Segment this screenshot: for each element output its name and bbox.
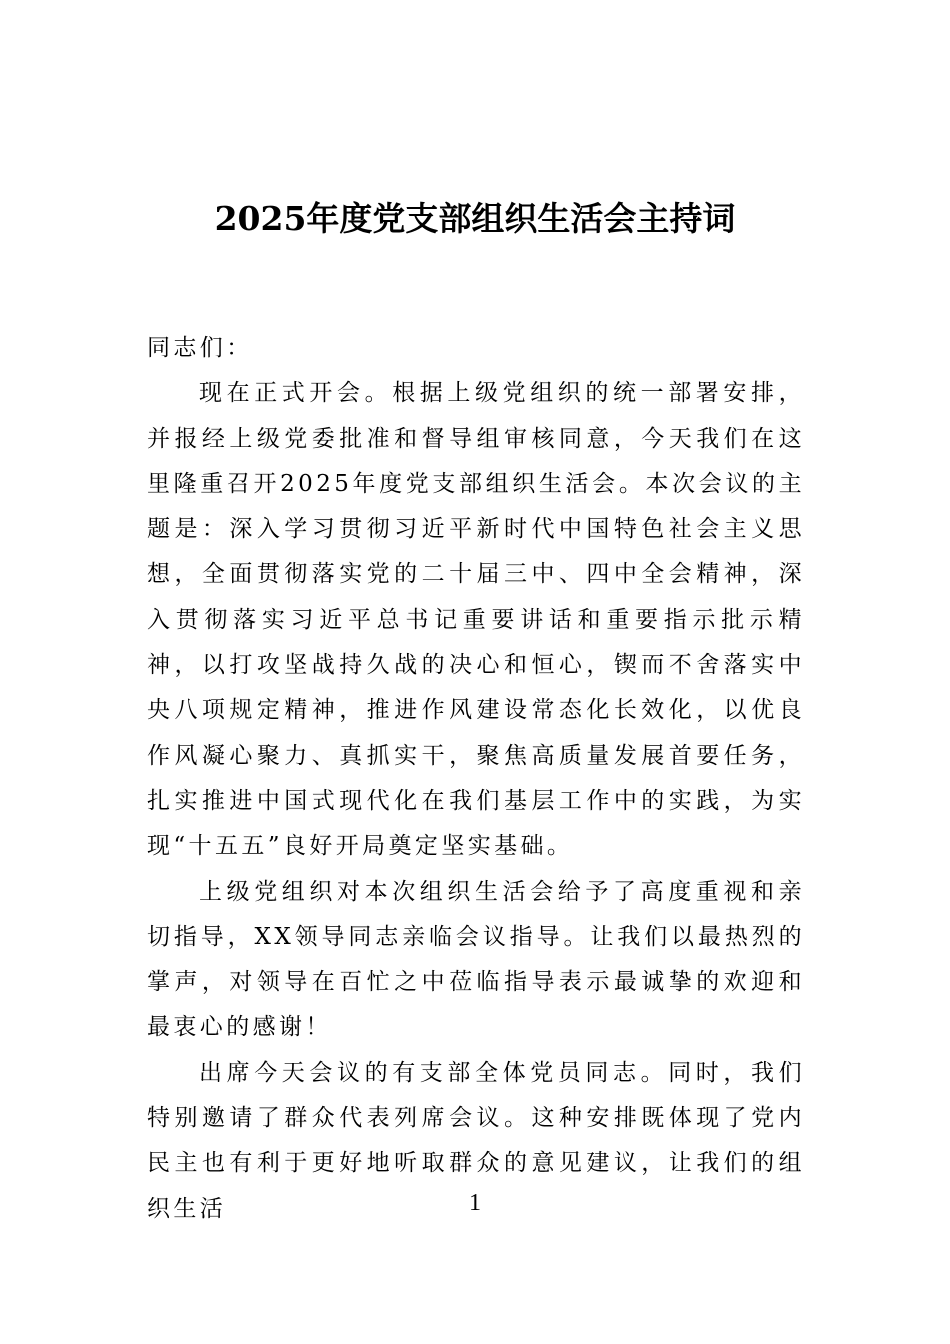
paragraph-opening: 现在正式开会。根据上级党组织的统一部署安排，并报经上级党委批准和督导组审核同意，今天我们在这里隆重召开2025年度党支部组织生活会。本次会议的主题是：深入学习贯彻习近平新时代中国特色社会主义思想，全面贯彻落实党的二十届三中、四中全会精神，深入贯彻落实习近平总书记重要讲话和重要指示批示精神，以打攻坚战持久战的决心和恒心，锲而不舍落实中央八项规定精神，推进作风建设常态化长效化，以优良作风凝心聚力、真抓实干，聚焦高质量发展首要任务，扎实推进中国式现代化在我们基层工作中的实践，为实现“十五五”良好开局奠定坚实基础。 xyxy=(147,380,805,860)
salutation: 同志们： xyxy=(147,335,253,361)
document-body xyxy=(147,326,805,1232)
paragraph-attendance: 出席今天会议的有支部全体党员同志。同时，我们特别邀请了群众代表列席会议。这种安排既体现了党内民主也有利于更好地听取群众的意见建议，让我们的组织生活 xyxy=(147,1059,805,1222)
paragraph-guidance: 上级党组织对本次组织生活会给予了高度重视和亲切指导，XX领导同志亲临会议指导。让我们以最热烈的掌声，对领导在百忙之中莅临指导表示最诚挚的欢迎和最衷心的感谢！ xyxy=(147,878,805,1041)
page-number: 1 xyxy=(469,1190,481,1216)
document-title: 2025年度党支部组织生活会主持词 xyxy=(214,199,736,238)
